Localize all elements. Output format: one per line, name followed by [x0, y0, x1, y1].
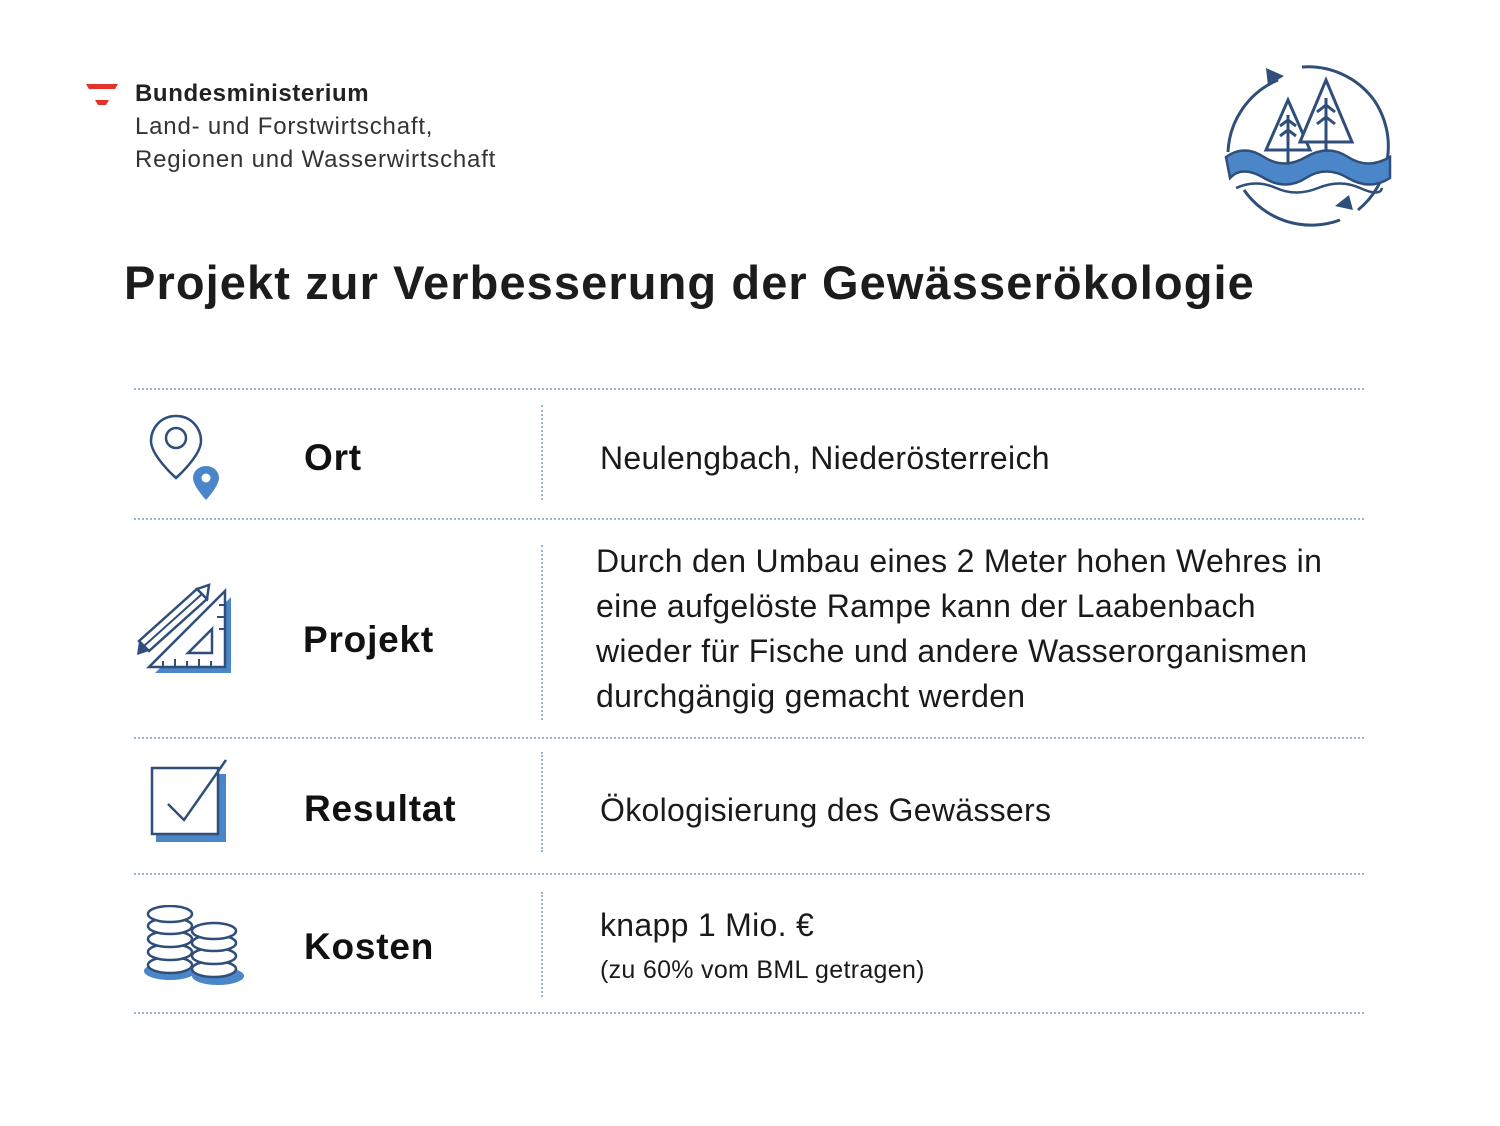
column-divider [541, 752, 543, 852]
row-value: Neulengbach, Niederösterreich [600, 440, 1050, 476]
ministry-name-line1: Bundesministerium [135, 80, 370, 107]
austria-flag-icon [86, 84, 118, 106]
row-label: Kosten [304, 926, 435, 967]
coins-icon [140, 905, 250, 985]
table-divider-3 [134, 873, 1364, 875]
row-label: Ort [304, 437, 362, 478]
checkbox-icon [150, 758, 230, 844]
location-pin-icon [148, 412, 228, 502]
row-value-note: (zu 60% vom BML getragen) [600, 956, 925, 984]
table-divider-1 [134, 518, 1364, 520]
row-label: Projekt [303, 619, 435, 660]
ministry-logo-text [135, 78, 496, 176]
row-value: knapp 1 Mio. € [600, 907, 815, 943]
table-divider-bottom [134, 1012, 1364, 1014]
row-value: Ökologisierung des Gewässers [600, 792, 1052, 828]
table-divider-top [134, 388, 1364, 390]
column-divider [541, 892, 543, 997]
ruler-pencil-icon [135, 583, 239, 677]
column-divider [541, 545, 543, 720]
row-label: Resultat [304, 788, 457, 829]
forest-water-cycle-icon [1222, 60, 1397, 235]
row-value: Durch den Umbau eines 2 Meter hohen Wehres in eine aufgelöste Rampe kann der Laabenbach wieder für Fische und andere Wasserorganismen durchgängig gemacht werden [596, 543, 1323, 714]
ministry-name-line2: Land- und Forstwirtschaft, [135, 113, 434, 140]
column-divider [541, 405, 543, 500]
table-divider-2 [134, 737, 1364, 739]
ministry-name-line3: Regionen und Wasserwirtschaft [135, 146, 497, 173]
page-title: Projekt zur Verbesserung der Gewässerökologie [124, 256, 1255, 309]
